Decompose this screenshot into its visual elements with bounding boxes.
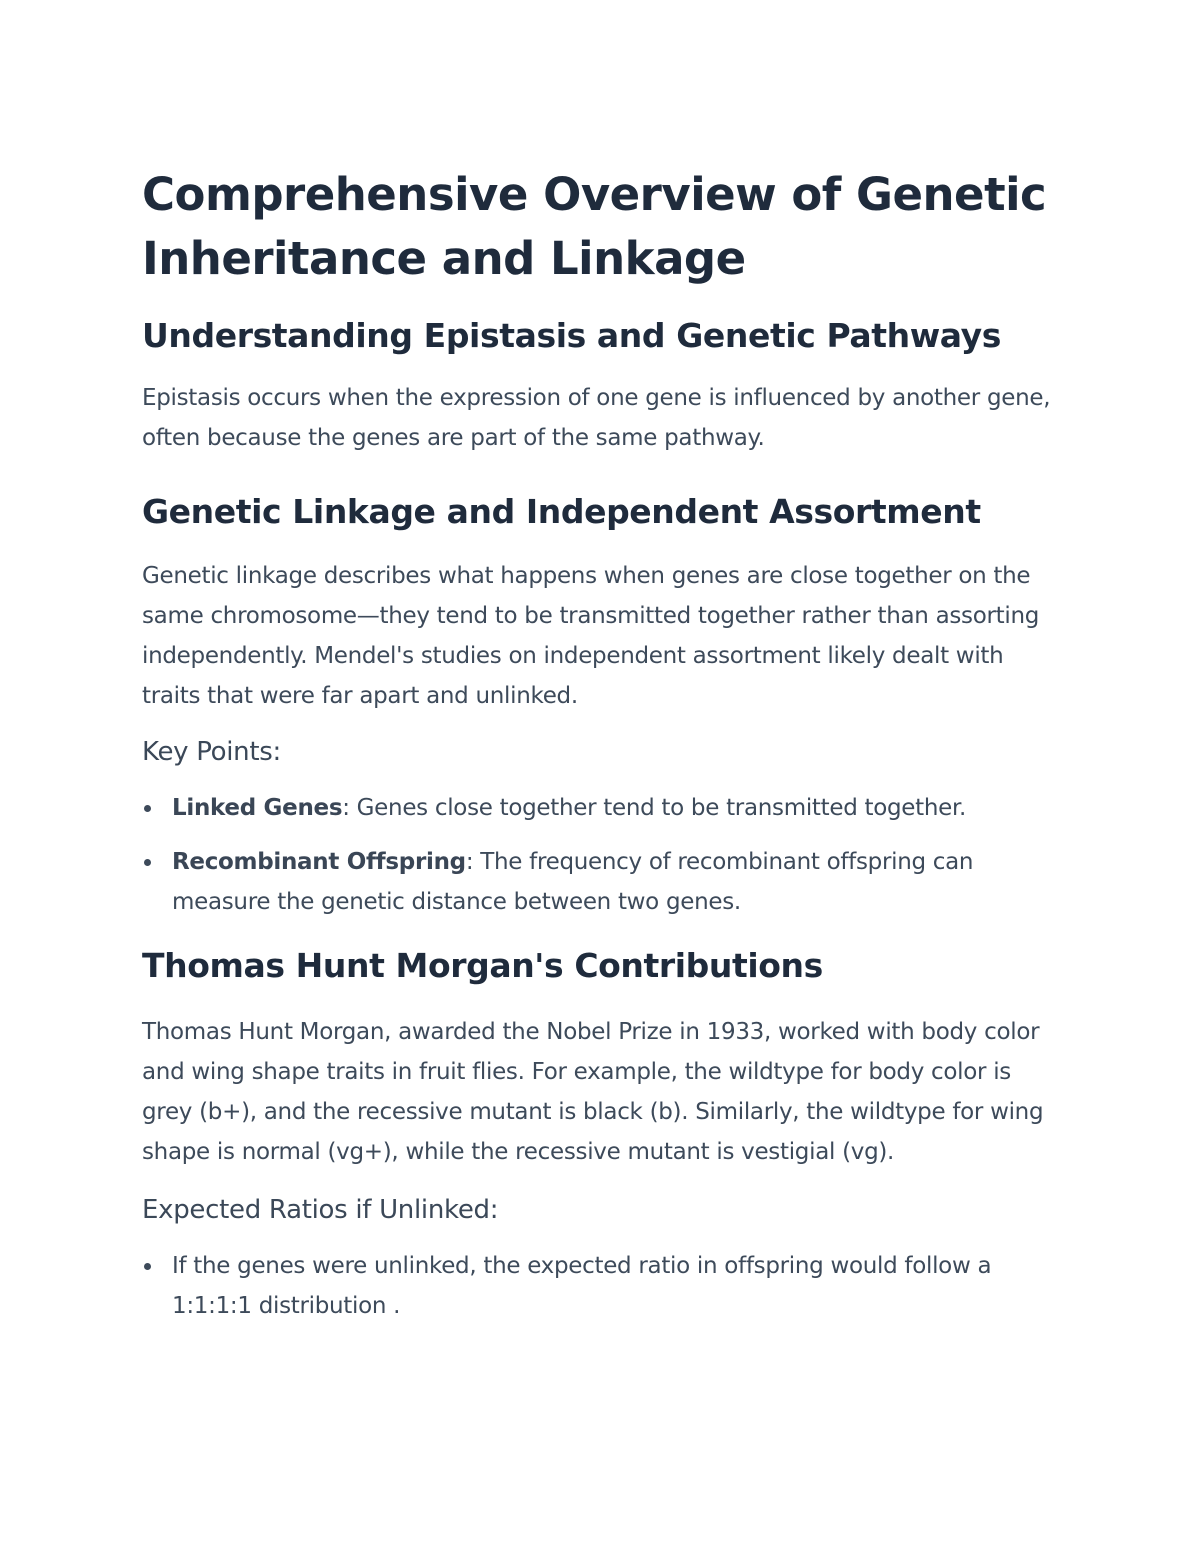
section-paragraph-morgan: Thomas Hunt Morgan, awarded the Nobel Prize in 1933, worked with body color and wing shape traits in fruit flies. For example, the wildtype for body color is grey (b+), and the recessive mutant is black (b). Similarly, the wildtype for wing shape is normal (vg+), while the recessive mutant is vestigial (vg). (142, 1019, 1044, 1165)
section-heading-morgan: Thomas Hunt Morgan's Contributions (142, 946, 823, 985)
list-item (142, 788, 1067, 828)
list-item (142, 842, 1067, 922)
list-item-text: : Genes close together tend to be transmitted together. (342, 795, 967, 821)
bullet-icon (144, 859, 151, 866)
list-item-term: Recombinant Offspring (172, 849, 466, 875)
section-heading-epistasis: Understanding Epistasis and Genetic Pathways (142, 316, 1002, 355)
expected-ratios-heading: Expected Ratios if Unlinked: (142, 1195, 499, 1225)
bullet-icon (144, 805, 151, 812)
bullet-icon (144, 1263, 151, 1270)
key-points-list (142, 788, 1067, 922)
document-page (142, 163, 1067, 1326)
section-paragraph-linkage: Genetic linkage describes what happens when genes are close together on the same chromosome—they tend to be transmitted together rather than assorting independently. Mendel's studies on independent assortment likely dealt with traits that were far apart and unlinked. (142, 563, 1040, 709)
expected-ratios-list (142, 1246, 1067, 1326)
section-paragraph-epistasis: Epistasis occurs when the expression of one gene is influenced by another gene, often because the genes are part of the same pathway. (142, 385, 1051, 451)
list-item-term: Linked Genes (172, 795, 343, 821)
list-item-text: : The frequency of recombinant offspring can measure the genetic distance between two genes. (172, 849, 974, 915)
key-points-heading: Key Points: (142, 737, 281, 767)
list-item-text: If the genes were unlinked, the expected ratio in offspring would follow a 1:1:1:1 distribution . (172, 1253, 992, 1319)
list-item (142, 1246, 1067, 1326)
section-heading-linkage: Genetic Linkage and Independent Assortment (142, 492, 981, 531)
document-title: Comprehensive Overview of Genetic Inheritance and Linkage (142, 168, 1047, 285)
